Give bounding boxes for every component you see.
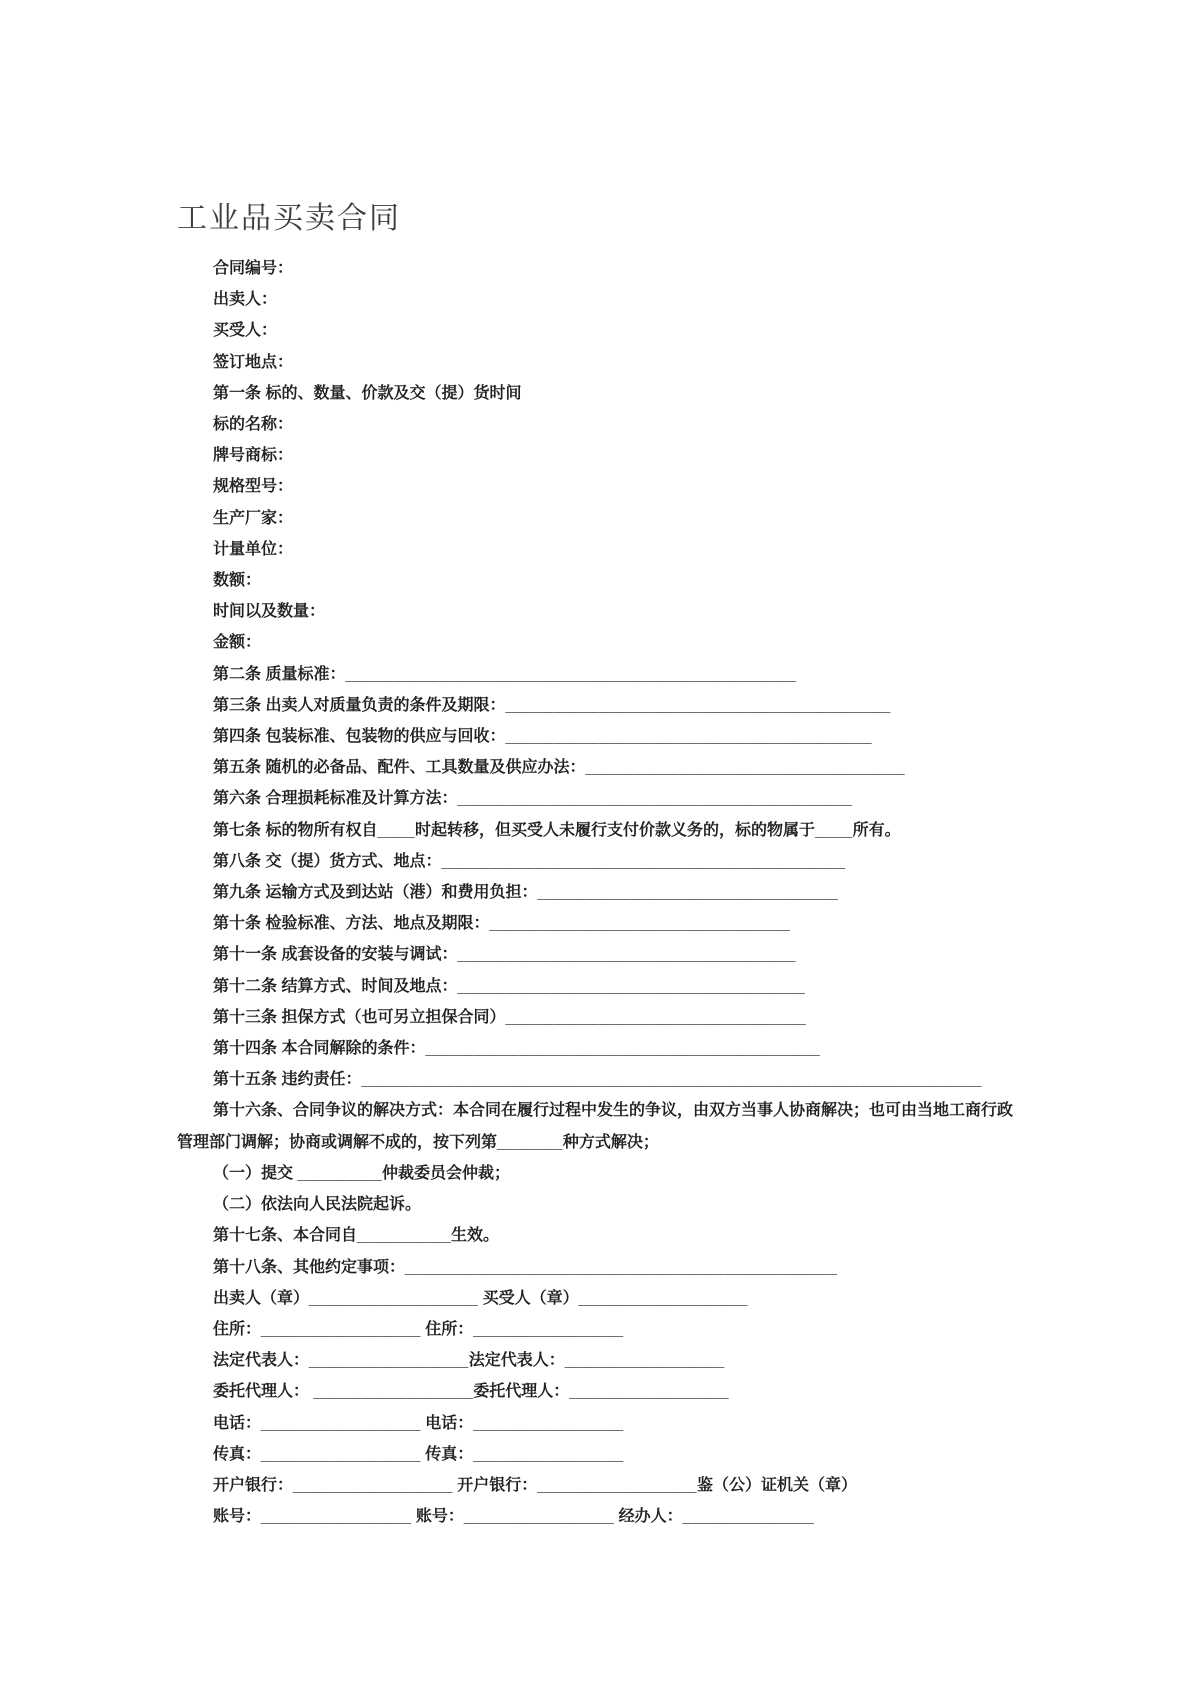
document-line: 第十八条、其他约定事项：______________________________________________	[213, 1258, 838, 1276]
document-line: 时间以及数量：	[213, 603, 326, 621]
blank-underline: _________________	[537, 1476, 698, 1494]
document-line: 第二条 质量标准：________________________________________________	[213, 665, 797, 683]
document-line: 委托代理人： _________________委托代理人：_________________	[213, 1383, 730, 1401]
document-line: 管理部门调解；协商或调解不成的，按下列第_______种方式解决；	[177, 1133, 659, 1151]
document-body	[177, 253, 1037, 1532]
blank-underline: __________________________________________	[425, 1040, 821, 1058]
blank-underline: _________________	[261, 1445, 421, 1463]
document-line: 第七条 标的物所有权自____时起转移，但买受人未履行支付价款义务的，标的物属于____所有。	[213, 821, 901, 839]
blank-underline: _________________	[313, 1383, 474, 1401]
blank-underline: ________________	[473, 1320, 624, 1338]
document-line: 法定代表人：_________________法定代表人：_________________	[213, 1352, 725, 1370]
document-line: （一）提交 _________仲裁委员会仲裁；	[213, 1164, 511, 1182]
document-line: 电话：_________________ 电话：________________	[213, 1414, 624, 1432]
contract-document	[177, 200, 1037, 1532]
document-line: 牌号商标：	[213, 447, 294, 465]
document-line: 第三条 出卖人对质量负责的条件及期限：_________________________________________	[213, 696, 891, 714]
blank-underline: ________________	[261, 1508, 412, 1526]
document-line: 标的名称：	[213, 416, 294, 434]
blank-underline: ___________________________________________	[441, 852, 846, 870]
document-line: 第五条 随机的必备品、配件、工具数量及供应办法：__________________________________	[213, 759, 905, 777]
document-line: 账号：________________ 账号：________________ 经办人：______________	[213, 1508, 815, 1526]
document-line: 第六条 合理损耗标准及计算方法：__________________________________________	[213, 790, 853, 808]
document-line: 第十一条 成套设备的安装与调试：____________________________________	[213, 946, 796, 964]
blank-underline: __________________________________________	[457, 790, 853, 808]
blank-underline: __________________	[309, 1289, 479, 1307]
blank-underline: __________________________________________________________________	[361, 1071, 982, 1089]
blank-underline: ________________________________	[505, 1008, 807, 1026]
document-line: 数额：	[213, 572, 262, 590]
blank-underline: __________	[357, 1227, 451, 1245]
document-line: 第八条 交（提）货方式、地点：___________________________________________	[213, 852, 846, 870]
document-line: 金额：	[213, 634, 262, 652]
blank-underline: _________________________________________	[505, 696, 891, 714]
document-line: 生产厂家：	[213, 509, 294, 527]
blank-underline: _________	[297, 1164, 383, 1182]
document-line: 第四条 包装标准、包装物的供应与回收：_______________________________________	[213, 728, 872, 746]
blank-underline: ________________	[473, 1414, 624, 1432]
blank-underline: ____________________________________	[457, 946, 796, 964]
blank-underline: ______________	[682, 1508, 815, 1526]
blank-underline: _______________________________________	[505, 728, 872, 746]
document-line: 第十五条 违约责任：__________________________________________________________________	[213, 1071, 982, 1089]
blank-underline: _____________________________________	[457, 977, 806, 995]
document-line: 传真：_________________ 传真：________________	[213, 1445, 624, 1463]
document-line: 第九条 运输方式及到达站（港）和费用负担：________________________________	[213, 884, 839, 902]
document-line: 第十四条 本合同解除的条件：__________________________________________	[213, 1040, 821, 1058]
document-line: 第十七条、本合同自__________生效。	[213, 1227, 500, 1245]
document-line: （二）依法向人民法院起诉。	[213, 1196, 422, 1214]
blank-underline: __________________________________	[585, 759, 905, 777]
blank-underline: ________________________________	[537, 884, 839, 902]
blank-underline: ________________	[463, 1508, 615, 1526]
document-line: 第一条 标的、数量、价款及交（提）货时间	[213, 384, 522, 402]
blank-underline: ________________________________	[489, 915, 791, 933]
document-line: 住所：_________________ 住所：________________	[213, 1320, 624, 1338]
document-line: 第十条 检验标准、方法、地点及期限：________________________________	[213, 915, 791, 933]
document-line: 第十三条 担保方式（也可另立担保合同）________________________________	[213, 1008, 807, 1026]
document-line: 出卖人：	[213, 291, 278, 309]
blank-underline: _________________	[309, 1352, 469, 1370]
blank-underline: _________________	[261, 1320, 421, 1338]
blank-underline: _________________	[564, 1352, 725, 1370]
blank-underline: _________________	[293, 1476, 453, 1494]
blank-underline: _______	[497, 1133, 563, 1151]
blank-underline: ______________________________________________	[405, 1258, 838, 1276]
blank-underline: _________________	[569, 1383, 730, 1401]
document-line: 规格型号：	[213, 478, 294, 496]
blank-underline: ________________________________________________	[345, 665, 797, 683]
document-line: 出卖人（章）__________________ 买受人（章）__________________	[213, 1289, 748, 1307]
document-line: 第十六条、合同争议的解决方式：本合同在履行过程中发生的争议，由双方当事人协商解决；也可由当地工商行政	[213, 1102, 1014, 1120]
document-line: 买受人：	[213, 322, 278, 340]
document-line: 第十二条 结算方式、时间及地点：_____________________________________	[213, 977, 806, 995]
document-line: 签订地点：	[213, 353, 294, 371]
blank-underline: ________________	[473, 1445, 624, 1463]
blank-underline: _________________	[261, 1414, 421, 1432]
document-line: 合同编号：	[213, 260, 294, 277]
blank-underline: ____	[377, 821, 416, 839]
document-line: 计量单位：	[213, 540, 294, 558]
blank-underline: ____	[815, 821, 853, 839]
document-title: 工业品买卖合同	[177, 201, 401, 236]
document-line: 开户银行：_________________ 开户银行：_________________鉴（公）证机关（章）	[213, 1476, 858, 1494]
blank-underline: __________________	[578, 1289, 748, 1307]
